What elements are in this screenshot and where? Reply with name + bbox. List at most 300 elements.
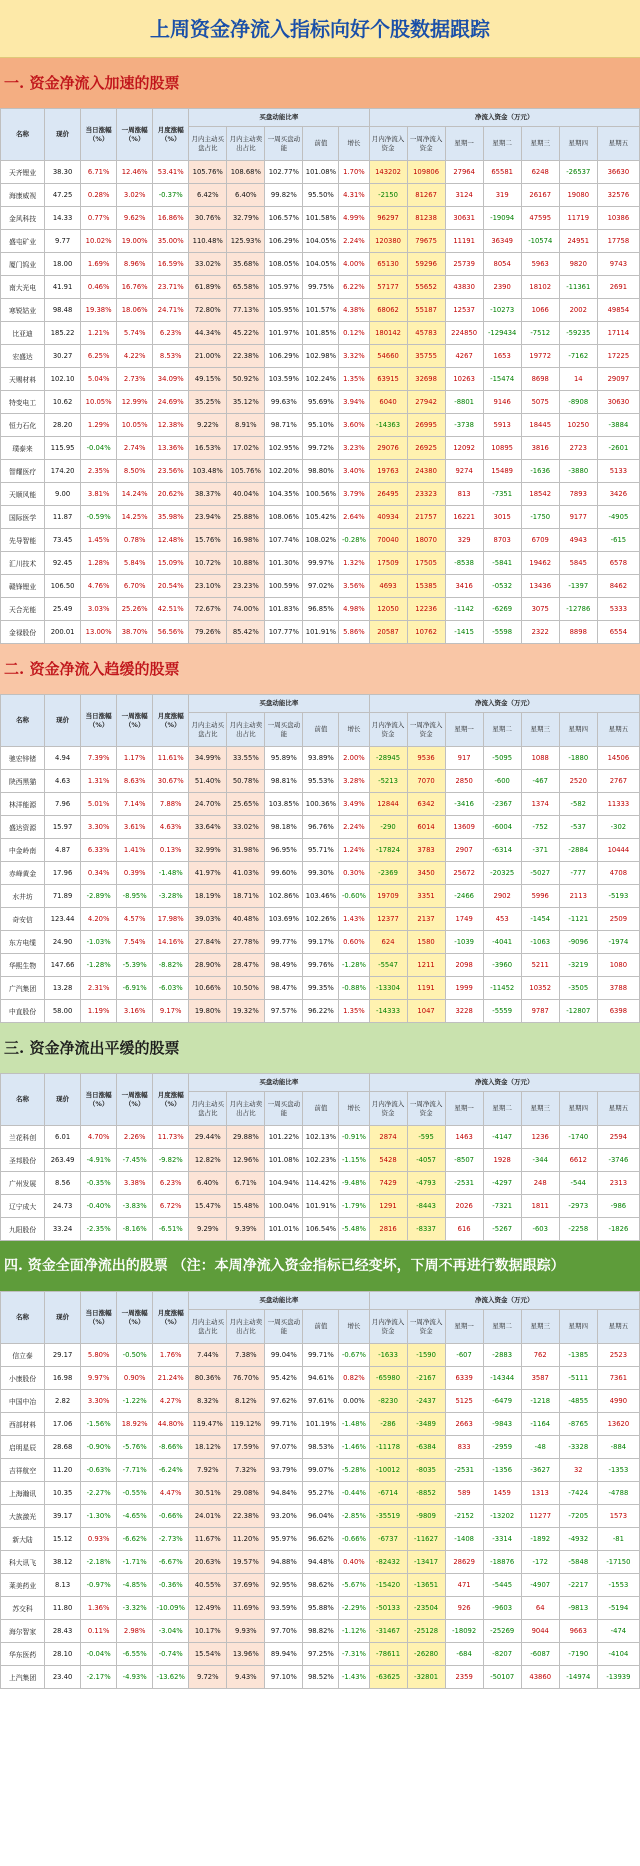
table-cell: 2.64% — [339, 506, 369, 529]
table-cell: 39.17 — [45, 1505, 81, 1528]
col-tue: 星期二 — [483, 1310, 521, 1344]
table-cell: 94.61% — [303, 1367, 339, 1390]
table-cell: -2884 — [559, 839, 597, 862]
table-cell: 0.39% — [117, 862, 153, 885]
table-cell: 19763 — [369, 460, 407, 483]
table-cell: 1.35% — [339, 368, 369, 391]
table-cell: 32.99% — [189, 839, 227, 862]
table-cell: 102.13% — [303, 1126, 339, 1149]
col-name: 名称 — [1, 1074, 45, 1126]
table-cell: 2359 — [445, 1666, 483, 1689]
table-cell: -28945 — [369, 747, 407, 770]
table-cell: 95.53% — [303, 770, 339, 793]
col-fri: 星期五 — [597, 1092, 639, 1126]
table-cell: -15420 — [369, 1574, 407, 1597]
table-cell: 11277 — [521, 1505, 559, 1528]
table-cell: 8698 — [521, 368, 559, 391]
col-month-net: 月内净流入资金 — [369, 1310, 407, 1344]
table-cell: -6714 — [369, 1482, 407, 1505]
table-cell: -0.35% — [81, 1172, 117, 1195]
table-cell: 19.57% — [227, 1551, 265, 1574]
col-name: 名称 — [1, 1292, 45, 1344]
table-cell: 85.42% — [227, 621, 265, 644]
table-cell: 6.72% — [153, 1195, 189, 1218]
table-cell: 1999 — [445, 977, 483, 1000]
stock-name: 恒力石化 — [1, 414, 45, 437]
table-cell: 56.56% — [153, 621, 189, 644]
table-cell: -50133 — [369, 1597, 407, 1620]
table-cell: 2137 — [407, 908, 445, 931]
table-cell: 97.25% — [303, 1643, 339, 1666]
section-title: 二. 资金净流入趋缓的股票 — [0, 644, 640, 694]
table-cell: 24.69% — [153, 391, 189, 414]
table-cell: 23.71% — [153, 276, 189, 299]
table-cell: 1.32% — [339, 552, 369, 575]
table-cell: 17758 — [597, 230, 639, 253]
col-day-change: 当日涨幅（%） — [81, 695, 117, 747]
table-cell: 2.98% — [117, 1620, 153, 1643]
table-cell: 35.25% — [189, 391, 227, 414]
table-cell: -1385 — [559, 1344, 597, 1367]
table-cell: 4.20% — [81, 908, 117, 931]
stock-name: 大族激光 — [1, 1505, 45, 1528]
table-cell: 39.03% — [189, 908, 227, 931]
table-cell: 99.75% — [303, 276, 339, 299]
table-cell: 6.01 — [45, 1126, 81, 1149]
table-cell: -4104 — [597, 1643, 639, 1666]
table-cell: -6.24% — [153, 1459, 189, 1482]
table-cell: -0.60% — [339, 885, 369, 908]
table-cell: -8337 — [407, 1218, 445, 1241]
table-cell: 8.12% — [227, 1390, 265, 1413]
table-cell: 119.47% — [189, 1413, 227, 1436]
table-cell: -6269 — [483, 598, 521, 621]
table-cell: 50.92% — [227, 368, 265, 391]
table-cell: 71.89 — [45, 885, 81, 908]
table-cell: 5.86% — [339, 621, 369, 644]
table-cell: 101.97% — [265, 322, 303, 345]
table-cell: 4.31% — [339, 184, 369, 207]
table-cell: 13.36% — [153, 437, 189, 460]
table-cell: 1573 — [597, 1505, 639, 1528]
table-cell: 12.49% — [189, 1597, 227, 1620]
table-cell: 1928 — [483, 1149, 521, 1172]
table-cell: 47.25 — [45, 184, 81, 207]
table-cell: 104.05% — [303, 253, 339, 276]
table-cell: 24380 — [407, 460, 445, 483]
table-cell: 45783 — [407, 322, 445, 345]
table-cell: 51.40% — [189, 770, 227, 793]
stock-name: 科大讯飞 — [1, 1551, 45, 1574]
table-cell: 6248 — [521, 161, 559, 184]
table-cell: 16.86% — [153, 207, 189, 230]
table-cell: 23.94% — [189, 506, 227, 529]
table-cell: 30631 — [445, 207, 483, 230]
table-cell: 14.25% — [117, 506, 153, 529]
table-cell: 589 — [445, 1482, 483, 1505]
table-cell: 185.22 — [45, 322, 81, 345]
table-cell: 35.12% — [227, 391, 265, 414]
table-cell: 114.42% — [303, 1172, 339, 1195]
table-cell: -2466 — [445, 885, 483, 908]
col-month-buy-ratio: 月内主动买盘占比 — [189, 1310, 227, 1344]
table-cell: 2767 — [597, 770, 639, 793]
table-cell: 12537 — [445, 299, 483, 322]
table-cell: 11.87 — [45, 506, 81, 529]
table-cell: 23.40 — [45, 1666, 81, 1689]
table-cell: 119.12% — [227, 1413, 265, 1436]
table-cell: 3.30% — [81, 816, 117, 839]
table-cell: 0.12% — [339, 322, 369, 345]
table-cell: -6.55% — [117, 1643, 153, 1666]
stock-name: 陕西黑猫 — [1, 770, 45, 793]
table-cell: -1356 — [483, 1459, 521, 1482]
stock-name: 上海瀚讯 — [1, 1482, 45, 1505]
col-fri: 星期五 — [597, 1310, 639, 1344]
table-cell: -0.40% — [81, 1195, 117, 1218]
table-cell: 1.31% — [81, 770, 117, 793]
table-cell: 6554 — [597, 621, 639, 644]
table-cell: 3.32% — [339, 345, 369, 368]
col-group-net-inflow: 净流入资金（万元） — [369, 1074, 639, 1092]
table-cell: -14344 — [483, 1367, 521, 1390]
table-cell: 103.59% — [265, 368, 303, 391]
stock-name: 西部材料 — [1, 1413, 45, 1436]
stock-name: 天合光能 — [1, 598, 45, 621]
table-cell: -5445 — [483, 1574, 521, 1597]
table-cell: 3.03% — [81, 598, 117, 621]
table-cell: -12807 — [559, 1000, 597, 1023]
table-row — [1, 276, 640, 299]
table-cell: -3884 — [597, 414, 639, 437]
table-cell: 15489 — [483, 460, 521, 483]
table-cell: -684 — [445, 1643, 483, 1666]
table-cell: 89.94% — [265, 1643, 303, 1666]
table-cell: -19094 — [483, 207, 521, 230]
table-cell: 2850 — [445, 770, 483, 793]
page-title: 上周资金净流入指标向好个股数据跟踪 — [0, 0, 640, 58]
table-cell: -290 — [369, 816, 407, 839]
section-4 — [0, 1241, 640, 1689]
table-cell: 37.69% — [227, 1574, 265, 1597]
table-cell: -1164 — [521, 1413, 559, 1436]
table-cell: 8462 — [597, 575, 639, 598]
table-cell: -5598 — [483, 621, 521, 644]
table-cell: 2.31% — [81, 977, 117, 1000]
stock-name: 启明星辰 — [1, 1436, 45, 1459]
table-cell: 3.16% — [117, 1000, 153, 1023]
table-cell: -3.83% — [117, 1195, 153, 1218]
table-cell: -1892 — [521, 1528, 559, 1551]
table-cell: 5.74% — [117, 322, 153, 345]
table-cell: -6.67% — [153, 1551, 189, 1574]
table-cell: 10.88% — [227, 552, 265, 575]
table-cell: -26537 — [559, 161, 597, 184]
table-cell: 96.95% — [265, 839, 303, 862]
table-cell: 3.40% — [339, 460, 369, 483]
col-fri: 星期五 — [597, 127, 639, 161]
table-cell: -1590 — [407, 1344, 445, 1367]
table-cell: 4.87 — [45, 839, 81, 862]
table-cell: 96.62% — [303, 1528, 339, 1551]
col-prev: 前值 — [303, 1092, 339, 1126]
table-cell: -8035 — [407, 1459, 445, 1482]
table-cell: 5845 — [559, 552, 597, 575]
table-cell: 24.70% — [189, 793, 227, 816]
col-wed: 星期三 — [521, 1092, 559, 1126]
table-cell: 18.71% — [227, 885, 265, 908]
table-cell: 8.32% — [189, 1390, 227, 1413]
table-cell: -7512 — [521, 322, 559, 345]
table-cell: 6342 — [407, 793, 445, 816]
table-cell: -4147 — [483, 1126, 521, 1149]
table-cell: 10.05% — [117, 414, 153, 437]
table-cell: 10250 — [559, 414, 597, 437]
table-cell: -4.93% — [117, 1666, 153, 1689]
table-cell: 43830 — [445, 276, 483, 299]
table-cell: 143202 — [369, 161, 407, 184]
table-cell: 3.30% — [81, 1390, 117, 1413]
table-cell: 35755 — [407, 345, 445, 368]
table-cell: -2.27% — [81, 1482, 117, 1505]
table-cell: 7.96 — [45, 793, 81, 816]
table-cell: -7351 — [483, 483, 521, 506]
table-cell: 93.89% — [303, 747, 339, 770]
table-cell: -3.32% — [117, 1597, 153, 1620]
table-cell: -3.04% — [153, 1620, 189, 1643]
table-cell: 98.53% — [303, 1436, 339, 1459]
table-cell: 96.76% — [303, 816, 339, 839]
table-cell: 28.43 — [45, 1620, 81, 1643]
table-cell: 99.30% — [303, 862, 339, 885]
stock-name: 盛达资源 — [1, 816, 45, 839]
table-cell: 96297 — [369, 207, 407, 230]
table-cell: 180142 — [369, 322, 407, 345]
table-cell: -5.67% — [339, 1574, 369, 1597]
table-cell: -7205 — [559, 1505, 597, 1528]
table-cell: -3219 — [559, 954, 597, 977]
table-cell: -1142 — [445, 598, 483, 621]
table-cell: 30.51% — [189, 1482, 227, 1505]
table-cell: 99.97% — [303, 552, 339, 575]
table-cell: -6087 — [521, 1643, 559, 1666]
col-name: 名称 — [1, 109, 45, 161]
table-cell: -2.85% — [339, 1505, 369, 1528]
table-cell: 6.33% — [81, 839, 117, 862]
table-cell: 102.26% — [303, 908, 339, 931]
table-cell: -3880 — [559, 460, 597, 483]
table-cell: 4.38% — [339, 299, 369, 322]
table-cell: 8.13 — [45, 1574, 81, 1597]
table-row — [1, 862, 640, 885]
stock-name: 林洋能源 — [1, 793, 45, 816]
table-cell: 103.69% — [265, 908, 303, 931]
table-cell: -0.90% — [81, 1436, 117, 1459]
table-row — [1, 1505, 640, 1528]
table-cell: 9743 — [597, 253, 639, 276]
table-cell: -1880 — [559, 747, 597, 770]
col-week-net: 一周净流入资金 — [407, 713, 445, 747]
table-cell: 7.92% — [189, 1459, 227, 1482]
col-price: 现价 — [45, 1292, 81, 1344]
table-row — [1, 1436, 640, 1459]
table-cell: 97.57% — [265, 1000, 303, 1023]
table-cell: -1974 — [597, 931, 639, 954]
table-cell: 19.00% — [117, 230, 153, 253]
table-cell: 94.48% — [303, 1551, 339, 1574]
table-cell: 41.03% — [227, 862, 265, 885]
table-cell: 7.38% — [227, 1344, 265, 1367]
table-cell: 3426 — [597, 483, 639, 506]
table-cell: 18.92% — [117, 1413, 153, 1436]
table-cell: -5095 — [483, 747, 521, 770]
table-cell: 3.79% — [339, 483, 369, 506]
table-cell: -2.35% — [81, 1218, 117, 1241]
table-cell: -14974 — [559, 1666, 597, 1689]
table-cell: 77.13% — [227, 299, 265, 322]
table-cell: 6.40% — [227, 184, 265, 207]
table-row — [1, 1459, 640, 1482]
col-group-net-inflow: 净流入资金（万元） — [369, 695, 639, 713]
col-thu: 星期四 — [559, 127, 597, 161]
table-cell: 16.98% — [227, 529, 265, 552]
table-cell: 65.58% — [227, 276, 265, 299]
col-mon: 星期一 — [445, 1092, 483, 1126]
table-cell: -5.48% — [339, 1218, 369, 1241]
table-cell: 98.49% — [265, 954, 303, 977]
table-cell: 27942 — [407, 391, 445, 414]
table-cell: 26925 — [407, 437, 445, 460]
table-cell: 200.01 — [45, 621, 81, 644]
table-cell: 79.26% — [189, 621, 227, 644]
table-cell: -5194 — [597, 1597, 639, 1620]
table-cell: 11.61% — [153, 747, 189, 770]
table-cell: -4793 — [407, 1172, 445, 1195]
table-cell: -11627 — [407, 1528, 445, 1551]
table-cell: 28.68 — [45, 1436, 81, 1459]
table-cell: -8852 — [407, 1482, 445, 1505]
table-cell: 248 — [521, 1172, 559, 1195]
table-cell: 624 — [369, 931, 407, 954]
table-cell: 11.20 — [45, 1459, 81, 1482]
table-cell: 17.59% — [227, 1436, 265, 1459]
table-cell: -4057 — [407, 1149, 445, 1172]
table-cell: 98.81% — [265, 770, 303, 793]
table-cell: 1.36% — [81, 1597, 117, 1620]
table-cell: 8703 — [483, 529, 521, 552]
table-cell: -5547 — [369, 954, 407, 977]
table-cell: -2531 — [445, 1459, 483, 1482]
table-cell: 3.28% — [339, 770, 369, 793]
table-cell: 18.06% — [117, 299, 153, 322]
table-cell: -31467 — [369, 1620, 407, 1643]
table-cell: 4.99% — [339, 207, 369, 230]
table-cell: 3.94% — [339, 391, 369, 414]
table-cell: 0.13% — [153, 839, 189, 862]
table-cell: 4.63% — [153, 816, 189, 839]
table-cell: 1749 — [445, 908, 483, 931]
col-month-net: 月内净流入资金 — [369, 127, 407, 161]
table-cell: 55652 — [407, 276, 445, 299]
table-cell: -3.28% — [153, 885, 189, 908]
table-cell: -1.56% — [81, 1413, 117, 1436]
table-cell: -3746 — [597, 1149, 639, 1172]
table-cell: 17.96 — [45, 862, 81, 885]
table-cell: 7.88% — [153, 793, 189, 816]
table-cell: 926 — [445, 1597, 483, 1620]
table-cell: 1.19% — [81, 1000, 117, 1023]
header-group-row — [1, 109, 640, 127]
table-cell: -2531 — [445, 1172, 483, 1195]
table-cell: 9.43% — [227, 1666, 265, 1689]
table-cell: 15.48% — [227, 1195, 265, 1218]
table-cell: 4.47% — [153, 1482, 189, 1505]
table-cell: -2.89% — [81, 885, 117, 908]
table-cell: 21.00% — [189, 345, 227, 368]
table-cell: 3.61% — [117, 816, 153, 839]
table-cell: 4.63 — [45, 770, 81, 793]
table-cell: 0.46% — [81, 276, 117, 299]
col-month-sell-ratio: 月内主动卖出占比 — [227, 1092, 265, 1126]
table-row — [1, 770, 640, 793]
table-cell: -1.48% — [153, 862, 189, 885]
table-cell: 29.08% — [227, 1482, 265, 1505]
table-cell: 2874 — [369, 1126, 407, 1149]
table-cell: 102.86% — [265, 885, 303, 908]
table-cell: 43860 — [521, 1666, 559, 1689]
table-cell: 106.29% — [265, 345, 303, 368]
table-cell: 106.57% — [265, 207, 303, 230]
table-cell: 6.71% — [81, 161, 117, 184]
stock-name: 小康股份 — [1, 1367, 45, 1390]
table-cell: 20587 — [369, 621, 407, 644]
table-cell: -8.82% — [153, 954, 189, 977]
table-cell: 3351 — [407, 885, 445, 908]
table-cell: -603 — [521, 1218, 559, 1241]
table-row — [1, 460, 640, 483]
table-cell: 7.14% — [117, 793, 153, 816]
header-group-row — [1, 1074, 640, 1092]
table-cell: 9.22% — [189, 414, 227, 437]
stock-name: 驰宏锌锗 — [1, 747, 45, 770]
table-cell: 10.66% — [189, 977, 227, 1000]
table-cell: 19.32% — [227, 1000, 265, 1023]
section-title: 一. 资金净流入加速的股票 — [0, 58, 640, 108]
table-cell: 7.32% — [227, 1459, 265, 1482]
table-cell: -9096 — [559, 931, 597, 954]
table-cell: 9.00 — [45, 483, 81, 506]
table-cell: 15.54% — [189, 1643, 227, 1666]
table-cell: 23323 — [407, 483, 445, 506]
table-cell: -7.31% — [339, 1643, 369, 1666]
table-cell: 319 — [483, 184, 521, 207]
table-cell: 101.83% — [265, 598, 303, 621]
table-cell: 16221 — [445, 506, 483, 529]
table-row — [1, 839, 640, 862]
table-cell: 17.98% — [153, 908, 189, 931]
table-cell: 17225 — [597, 345, 639, 368]
table-cell: 5.84% — [117, 552, 153, 575]
table-cell: 13.28 — [45, 977, 81, 1000]
table-cell: 92.45 — [45, 552, 81, 575]
table-cell: 1.70% — [339, 161, 369, 184]
col-week-net: 一周净流入资金 — [407, 1092, 445, 1126]
table-cell: -11178 — [369, 1436, 407, 1459]
stock-table — [0, 694, 640, 1023]
table-cell: 23.10% — [189, 575, 227, 598]
col-month-change: 月度涨幅（%） — [153, 1074, 189, 1126]
table-cell: 16.59% — [153, 253, 189, 276]
